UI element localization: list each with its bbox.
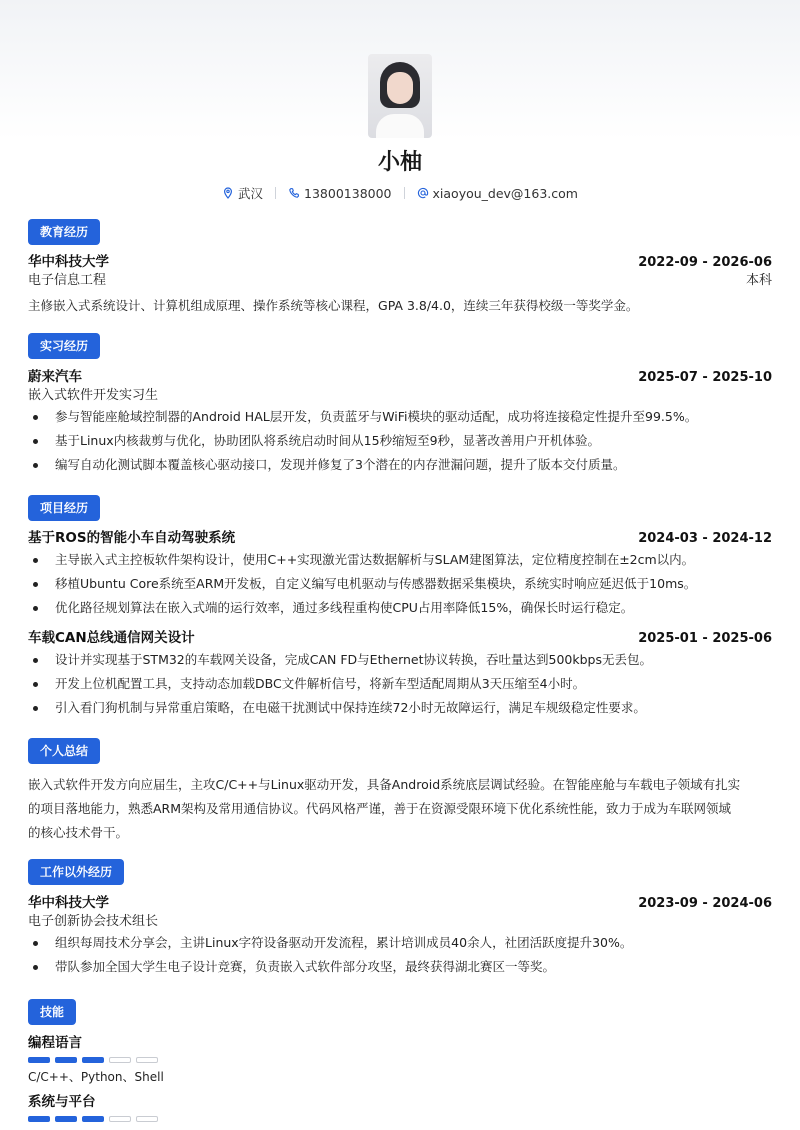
section-title-summary: 个人总结	[28, 738, 100, 764]
phone-text: 13800138000	[304, 185, 392, 201]
contact-info	[0, 184, 800, 202]
skill-detail: C/C++、Python、Shell	[28, 1070, 164, 1084]
list-item: 带队参加全国大学生电子设计竞赛，负责嵌入式软件部分攻坚，最终获得湖北赛区一等奖。	[28, 955, 772, 979]
location-text: 武汉	[238, 186, 264, 201]
candidate-name: 小柚	[377, 150, 422, 175]
section-title-internship: 实习经历	[28, 333, 100, 359]
project-date: 2024-03 - 2024-12	[638, 531, 772, 546]
skill-segment-filled	[82, 1057, 104, 1063]
summary-line: 的项目落地能力，熟悉ARM架构及常用通信协议。代码风格严谨，善于在资源受限环境下优化系统性能，致力于成为车联网领域	[28, 801, 732, 816]
internship-company: 蔚来汽车	[28, 369, 82, 385]
project-bullets	[28, 648, 772, 720]
skill-segment-empty	[136, 1057, 158, 1063]
list-item: 优化路径规划算法在嵌入式端的运行效率，通过多线程重构使CPU占用率降低15%，确保长时运行稳定。	[28, 596, 772, 620]
skill-item	[28, 1034, 772, 1086]
list-item: 移植Ubuntu Core系统至ARM开发板，自定义编写电机驱动与传感器数据采集模块，系统实时响应延迟低于10ms。	[28, 572, 772, 596]
project-bullets	[28, 548, 772, 620]
summary-line: 嵌入式软件开发方向应届生，主攻C/C++与Linux驱动开发，具备Android系统底层调试经验。在智能座舱与车载电子领域有扎实	[28, 777, 741, 792]
at-sign-icon	[417, 187, 429, 199]
project-date: 2025-01 - 2025-06	[638, 631, 772, 646]
list-item: 设计并实现基于STM32的车载网关设备，完成CAN FD与Ethernet协议转换，吞吐量达到500kbps无丢包。	[28, 648, 772, 672]
email-text: xiaoyou_dev@163.com	[432, 185, 578, 201]
education-major: 电子信息工程	[28, 273, 107, 288]
education-date: 2022-09 - 2026-06	[638, 255, 772, 270]
extra-date: 2023-09 - 2024-06	[638, 896, 772, 911]
internship-role: 嵌入式软件开发实习生	[28, 388, 159, 403]
skill-segment-filled	[28, 1116, 50, 1122]
projects-section	[28, 495, 772, 720]
list-item: 编写自动化测试脚本覆盖核心驱动接口，发现并修复了3个潜在的内存泄漏问题，提升了版本交付质量。	[28, 453, 772, 477]
resume-header	[0, 0, 800, 202]
list-item: 开发上位机配置工具，支持动态加载DBC文件解析信号，将新车型适配周期从3天压缩至4小时。	[28, 672, 772, 696]
skill-name: 编程语言	[28, 1035, 82, 1051]
phone-icon	[288, 187, 300, 199]
contact-phone	[288, 186, 391, 201]
skill-segment-filled	[82, 1116, 104, 1122]
list-item: 引入看门狗机制与异常重启策略，在电磁干扰测试中保持连续72小时无故障运行，满足车规级稳定性要求。	[28, 696, 772, 720]
location-pin-icon	[222, 187, 234, 199]
skill-segment-empty	[109, 1116, 131, 1122]
section-title-skills: 技能	[28, 999, 76, 1025]
section-title-projects: 项目经历	[28, 495, 100, 521]
skill-segment-empty	[136, 1116, 158, 1122]
internship-date: 2025-07 - 2025-10	[638, 370, 772, 385]
extra-experience-section	[28, 859, 772, 979]
skill-segment-filled	[55, 1116, 77, 1122]
skill-segment-filled	[55, 1057, 77, 1063]
list-item: 参与智能座舱域控制器的Android HAL层开发，负责蓝牙与WiFi模块的驱动适配，成功将连接稳定性提升至99.5%。	[28, 405, 772, 429]
skill-item	[28, 1093, 772, 1122]
contact-location	[222, 184, 263, 202]
project-name: 基于ROS的智能小车自动驾驶系统	[28, 530, 236, 546]
internship-bullets	[28, 405, 772, 477]
skill-level-bar	[28, 1057, 772, 1063]
summary-section	[28, 738, 772, 845]
extra-role: 电子创新协会技术组长	[28, 914, 159, 929]
internship-section	[28, 333, 772, 477]
section-title-education: 教育经历	[28, 219, 100, 245]
skill-level-bar	[28, 1116, 772, 1122]
avatar	[368, 54, 432, 138]
section-title-extra: 工作以外经历	[28, 859, 124, 885]
skill-segment-filled	[28, 1057, 50, 1063]
extra-bullets	[28, 931, 772, 979]
list-item: 组织每周技术分享会，主讲Linux字符设备驱动开发流程，累计培训成员40余人，社团活跃度提升30%。	[28, 931, 772, 955]
skill-segment-empty	[109, 1057, 131, 1063]
contact-email	[417, 186, 578, 201]
skills-section	[28, 999, 772, 1122]
project-name: 车载CAN总线通信网关设计	[28, 630, 195, 646]
education-degree: 本科	[745, 273, 772, 288]
list-item: 基于Linux内核裁剪与优化，协助团队将系统启动时间从15秒缩短至9秒，显著改善用户开机体验。	[28, 429, 772, 453]
summary-line: 的核心技术骨干。	[28, 825, 129, 840]
list-item: 主导嵌入式主控板软件架构设计，使用C++实现激光雷达数据解析与SLAM建图算法，定位精度控制在±2cm以内。	[28, 548, 772, 572]
education-school: 华中科技大学	[28, 254, 109, 270]
extra-org: 华中科技大学	[28, 895, 109, 911]
education-section	[28, 219, 772, 318]
education-description: 主修嵌入式系统设计、计算机组成原理、操作系统等核心课程，GPA 3.8/4.0，连续三年获得校级一等奖学金。	[28, 298, 639, 313]
skill-name: 系统与平台	[28, 1094, 96, 1110]
